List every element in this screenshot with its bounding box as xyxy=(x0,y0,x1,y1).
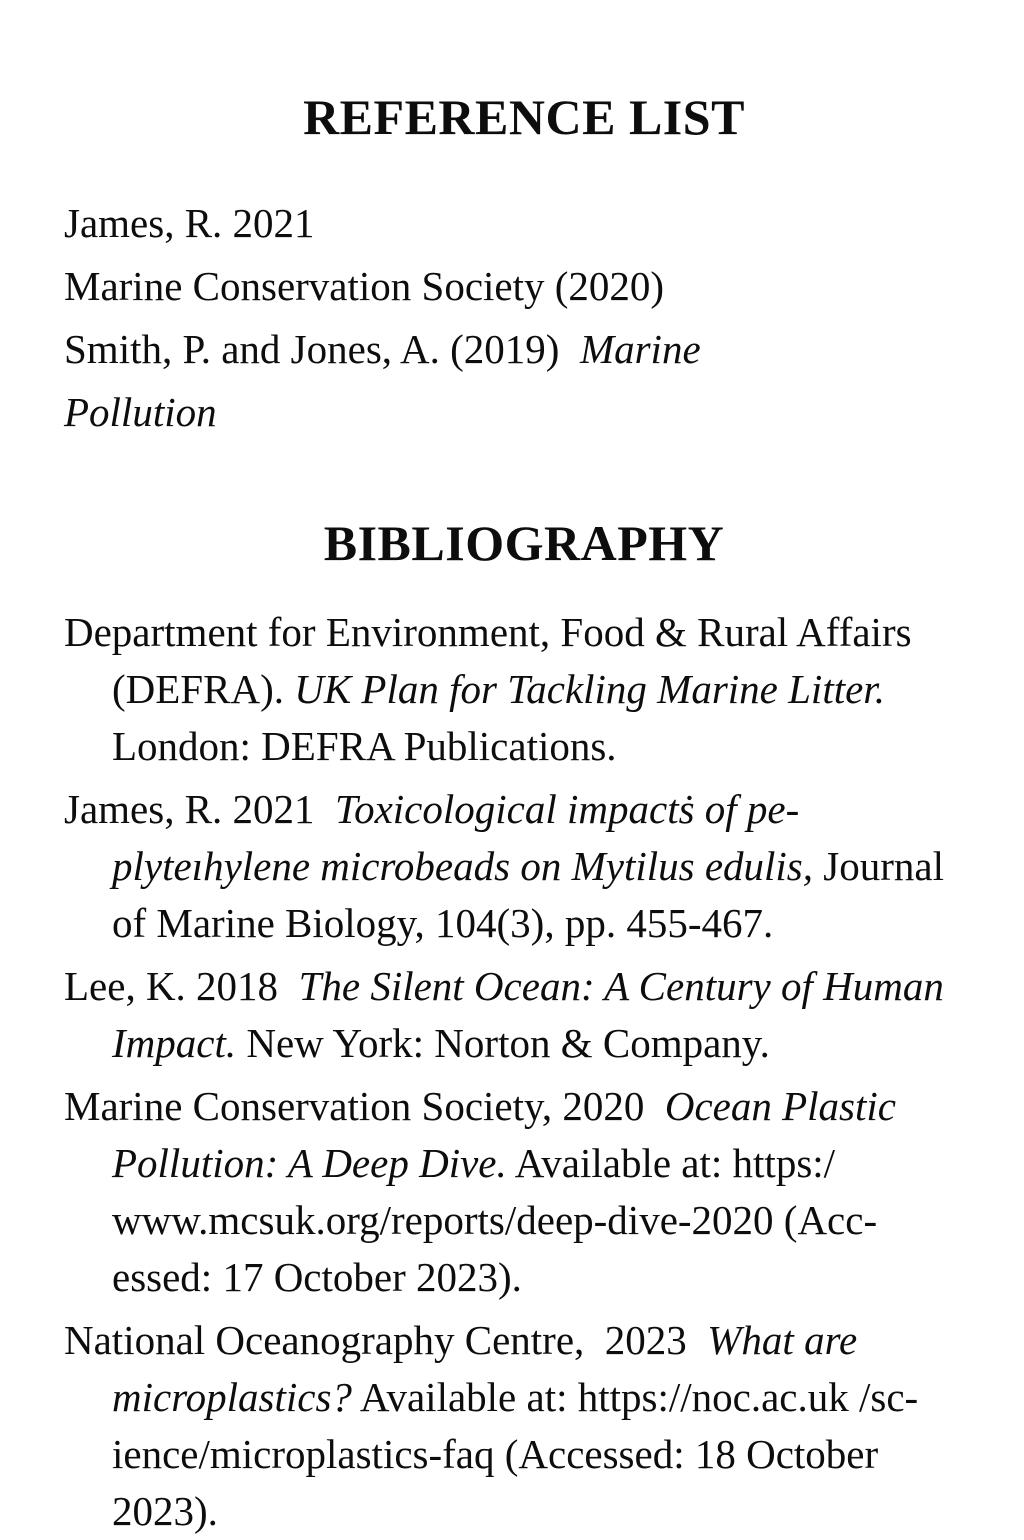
text-run: essed: 17 October 2023). xyxy=(112,1254,522,1300)
entry-line xyxy=(64,1015,984,1072)
italic-text-run: Impact. xyxy=(112,1020,237,1066)
italic-text-run: Toxicological impactṡ of pe- xyxy=(335,786,800,832)
entry-line xyxy=(64,661,984,718)
text-run: New York: Norton & Company. xyxy=(236,1020,770,1066)
entry-line xyxy=(64,381,984,444)
text-run: www.mcsuk.org/reports/deep-dive-2020 (Acc- xyxy=(112,1197,878,1243)
entry-line xyxy=(64,1426,984,1483)
italic-text-run: Pollution xyxy=(64,389,217,435)
bibliography-heading: BIBLIOGRAPHY xyxy=(323,515,725,571)
ref-entry-smith-jones xyxy=(64,318,984,444)
text-run: (DEFRA). xyxy=(112,666,295,712)
text-run: Department for Environment, Food & Rural Affairs xyxy=(64,609,912,655)
reference-list-heading: REFERENCE LIST xyxy=(303,89,745,145)
entry-line xyxy=(64,1192,984,1249)
italic-text-run: Marine xyxy=(579,326,701,372)
entry-line xyxy=(64,604,984,661)
text-run: Journal xyxy=(813,843,944,889)
entry-line xyxy=(64,1249,984,1306)
text-run: of Marine Biology, 104(3), pp. 455-467. xyxy=(112,900,774,946)
bib-entry-lee xyxy=(64,958,984,1072)
text-run: Marine Conservation Society, 2020 xyxy=(64,1083,665,1129)
italic-text-run: microplastics? xyxy=(112,1374,352,1420)
text-run: Lee, K. 2018 xyxy=(64,963,299,1009)
entry-line xyxy=(64,1135,984,1192)
text-run: James, R. 2021 xyxy=(64,786,336,832)
text-run: ience/microplastics-faq (Accessed: 18 October xyxy=(112,1431,879,1477)
italic-text-run: Pollution: A Deep Dive. xyxy=(112,1140,507,1186)
text-run: James, R. 2021 xyxy=(64,200,315,246)
ref-entry-marine-conservation-society xyxy=(64,255,984,318)
entry-line xyxy=(64,1369,984,1426)
bib-entry-james xyxy=(64,781,984,952)
text-run: 2023). xyxy=(112,1488,218,1534)
entry-line xyxy=(64,1078,984,1135)
bib-entry-defra xyxy=(64,604,984,775)
text-run: National Oceanography Centre, 2023 xyxy=(64,1317,708,1363)
text-run: London: DEFRA Publications. xyxy=(112,723,617,769)
text-run: Smith, P. and Jones, A. (2019) xyxy=(64,326,580,372)
entry-line xyxy=(64,781,984,838)
italic-text-run: What are xyxy=(707,1317,858,1363)
reference-list-section xyxy=(64,192,984,444)
entry-line xyxy=(64,255,984,318)
entry-line xyxy=(64,718,984,775)
bibliography-section xyxy=(64,604,984,1540)
bib-entry-national-oceanography-centre xyxy=(64,1312,984,1540)
italic-text-run: The Silent Ocean: A Century of Human xyxy=(298,963,944,1009)
entry-line xyxy=(64,1483,984,1540)
entry-line xyxy=(64,192,984,255)
text-run: Available at: https:/ xyxy=(506,1140,836,1186)
entry-line xyxy=(64,958,984,1015)
ref-entry-james xyxy=(64,192,984,255)
entry-line xyxy=(64,838,984,895)
entry-line xyxy=(64,318,984,381)
entry-line xyxy=(64,1312,984,1369)
italic-text-run: Ocean Plastic xyxy=(664,1083,896,1129)
italic-text-run: plyteıhylene microbeads on Mytilus edulis, xyxy=(112,843,814,889)
text-run: Available at: https://noc.ac.uk /sc- xyxy=(351,1374,919,1420)
entry-line xyxy=(64,895,984,952)
italic-text-run: UK Plan for Tackling Marine Litter. xyxy=(294,666,885,712)
bib-entry-marine-conservation-society xyxy=(64,1078,984,1306)
text-run: Marine Conservation Society (2020) xyxy=(64,263,665,309)
